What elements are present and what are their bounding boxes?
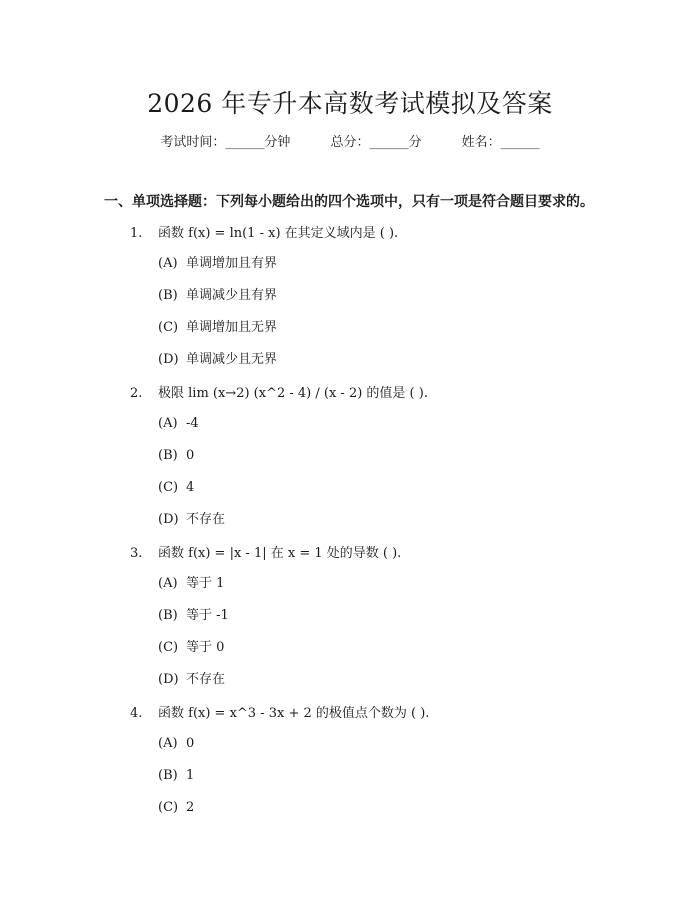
option-letter: (D) [158, 672, 179, 687]
option-text: 单调减少且有界 [186, 288, 278, 303]
option-text: 4 [186, 480, 195, 495]
option-letter: (B) [158, 448, 178, 463]
option-letter: (D) [158, 512, 179, 527]
option-item [0, 344, 700, 376]
option-item [0, 760, 700, 792]
question-text: 函数 f(x) = ln(1 - x) 在其定义域内是 ( ). [158, 226, 399, 241]
question-list [0, 222, 700, 824]
option-item [0, 504, 700, 536]
total-score-field: 总分：______分 [330, 135, 422, 150]
exam-info [0, 131, 700, 150]
question-1 [0, 222, 700, 376]
option-letter: (B) [158, 288, 178, 303]
question-2 [0, 382, 700, 536]
question-number: 3. [130, 546, 143, 561]
option-text: -4 [186, 416, 199, 431]
option-text: 等于 1 [186, 576, 225, 591]
question-text: 函数 f(x) = x^3 - 3x + 2 的极值点个数为 ( ). [158, 706, 430, 721]
option-letter: (A) [158, 416, 178, 431]
option-letter: (C) [158, 800, 179, 815]
option-letter: (D) [158, 352, 179, 367]
option-letter: (C) [158, 480, 179, 495]
option-text: 1 [186, 768, 195, 783]
option-item [0, 792, 700, 824]
option-item [0, 664, 700, 696]
question-stem [0, 382, 700, 406]
option-text: 0 [186, 736, 195, 751]
question-3 [0, 542, 700, 696]
option-item [0, 312, 700, 344]
option-text: 等于 0 [186, 640, 225, 655]
question-number: 4. [130, 706, 143, 721]
question-stem [0, 222, 700, 246]
option-item [0, 248, 700, 280]
section-heading: 一、单项选择题：下列每小题给出的四个选项中，只有一项是符合题目要求的。 [104, 194, 594, 210]
option-text: 不存在 [186, 672, 226, 687]
question-number: 2. [130, 386, 143, 401]
option-item [0, 568, 700, 600]
question-number: 1. [130, 226, 143, 241]
option-letter: (A) [158, 576, 178, 591]
option-letter: (A) [158, 736, 178, 751]
question-4 [0, 702, 700, 824]
option-text: 单调减少且无界 [186, 352, 278, 367]
option-item [0, 280, 700, 312]
question-text: 函数 f(x) = |x - 1| 在 x = 1 处的导数 ( ). [158, 546, 402, 561]
option-text: 0 [186, 448, 195, 463]
question-stem [0, 542, 700, 566]
question-stem [0, 702, 700, 726]
option-item [0, 728, 700, 760]
exam-time-field: 考试时间：______分钟 [160, 135, 291, 150]
option-item [0, 408, 700, 440]
question-text: 极限 lim (x→2) (x^2 - 4) / (x - 2) 的值是 ( ). [158, 386, 428, 401]
option-item [0, 600, 700, 632]
option-text: 2 [186, 800, 195, 815]
option-text: 等于 -1 [186, 608, 229, 623]
option-text: 单调增加且有界 [186, 256, 278, 271]
option-letter: (A) [158, 256, 178, 271]
page-title: 2026 年专升本高数考试模拟及答案 [147, 89, 553, 118]
option-letter: (C) [158, 320, 179, 335]
option-text: 单调增加且无界 [186, 320, 278, 335]
option-letter: (B) [158, 608, 178, 623]
option-text: 不存在 [186, 512, 226, 527]
name-field: 姓名：______ [461, 135, 540, 150]
option-item [0, 472, 700, 504]
option-letter: (C) [158, 640, 179, 655]
option-letter: (B) [158, 768, 178, 783]
option-item [0, 632, 700, 664]
option-item [0, 440, 700, 472]
